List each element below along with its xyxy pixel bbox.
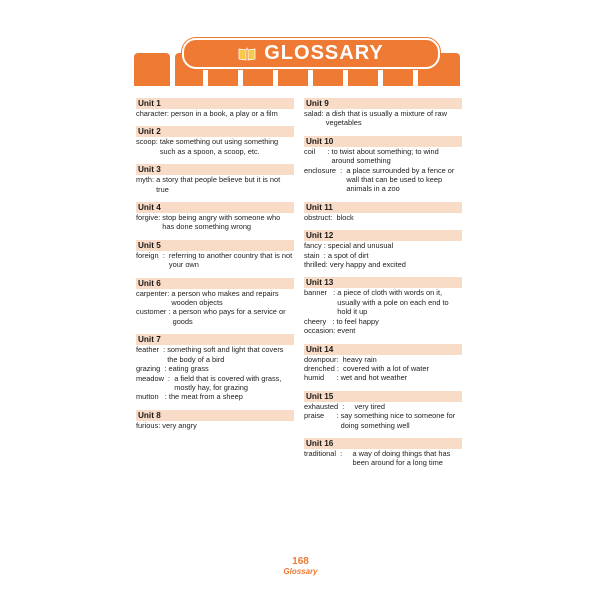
entry-term: meadow: [136, 373, 164, 383]
glossary-entry: [304, 288, 462, 316]
entry-term: myth: [136, 175, 153, 185]
entry-definition: say something nice to someone for doing something well: [340, 411, 456, 430]
header-tab: [134, 53, 170, 86]
page-number: 168: [292, 556, 309, 567]
entry-definition: to feel happy: [336, 316, 379, 326]
glossary-entry: [304, 260, 462, 269]
entry-separator: :: [155, 137, 160, 147]
footer-label: Glossary: [283, 567, 318, 576]
unit-heading: Unit 3: [136, 164, 294, 175]
entry-term: drenched: [304, 363, 335, 373]
entry-definition: something soft and light that covers the body of a bird: [167, 345, 284, 364]
unit-section: [136, 410, 294, 430]
entry-separator: :: [319, 250, 328, 260]
entry-separator: :: [324, 373, 341, 383]
entry-separator: :: [167, 288, 172, 298]
entry-definition: the meat from a sheep: [168, 392, 243, 402]
entry-separator: :: [166, 307, 173, 317]
entry-definition: a way of doing things that has been around for a long time: [352, 448, 451, 468]
glossary-entry: [136, 137, 294, 156]
unit-heading: Unit 8: [136, 410, 294, 421]
entry-definition: take something out using something such as a spoon, a scoop, etc.: [159, 137, 279, 156]
entry-separator: :: [334, 363, 344, 373]
glossary-entry: [304, 355, 462, 364]
unit-section: [304, 230, 462, 269]
glossary-entry: [304, 109, 462, 128]
entry-separator: :: [336, 354, 343, 364]
entry-separator: :: [327, 288, 338, 298]
entry-definition: a person who pays for a service or goods: [172, 307, 286, 326]
entry-separator: :: [158, 392, 169, 402]
unit-section: [136, 126, 294, 156]
unit-heading: Unit 5: [136, 240, 294, 251]
unit-section: [136, 278, 294, 327]
glossary-entry: [136, 392, 294, 401]
entry-definition: a story that people believe but it is not true: [156, 175, 281, 194]
entry-definition: a field that is covered with grass, mostly hay, for grazing: [174, 373, 282, 392]
unit-section: [304, 277, 462, 335]
entry-term: downpour: [304, 354, 337, 364]
entry-term: feather: [136, 345, 160, 355]
entry-definition: a piece of cloth with words on it, usually with a pole on each end to hold it up: [337, 288, 449, 317]
entry-term: thrilled: [304, 260, 326, 270]
entry-separator: :: [321, 109, 326, 118]
entry-definition: referring to another country that is not your own: [168, 250, 293, 270]
page-footer: [0, 556, 601, 576]
glossary-entry: [136, 307, 294, 326]
entry-term: exhausted: [304, 401, 339, 411]
entry-definition: very tired: [354, 401, 385, 411]
entry-term: salad: [304, 109, 322, 118]
unit-heading: Unit 10: [304, 136, 462, 147]
entry-separator: :: [338, 401, 355, 411]
entry-definition: heavy rain: [342, 354, 377, 364]
book-icon: [238, 47, 256, 61]
entry-term: grazing: [136, 364, 161, 374]
unit-section: [304, 344, 462, 383]
unit-heading: Unit 16: [304, 438, 462, 449]
entry-separator: :: [158, 213, 163, 223]
entry-definition: special and unusual: [327, 241, 394, 251]
unit-section: [304, 202, 462, 222]
entry-definition: a spot of dirt: [327, 250, 369, 260]
glossary-entry: [304, 251, 462, 260]
entry-definition: event: [337, 326, 356, 336]
glossary-column-right: [304, 98, 462, 476]
entry-term: coil: [304, 146, 316, 156]
entry-term: stain: [304, 250, 320, 260]
entry-definition: wet and hot weather: [340, 373, 408, 383]
entry-term: forgive: [136, 213, 159, 223]
glossary-entry: [304, 326, 462, 335]
entry-definition: person in a book, a play or a film: [170, 109, 278, 118]
page-title: GLOSSARY: [264, 42, 384, 64]
unit-section: [304, 136, 462, 194]
entry-separator: :: [321, 241, 328, 251]
glossary-entry: [304, 147, 462, 166]
unit-section: [136, 240, 294, 270]
glossary-entry: [136, 175, 294, 194]
entry-term: traditional: [304, 448, 337, 458]
unit-heading: Unit 11: [304, 202, 462, 213]
unit-section: [136, 202, 294, 232]
entry-separator: :: [158, 250, 169, 260]
unit-section: [304, 98, 462, 128]
unit-section: [136, 164, 294, 194]
entry-separator: :: [166, 109, 171, 118]
entry-term: praise: [304, 411, 325, 421]
glossary-entry: [304, 213, 462, 222]
entry-definition: eating grass: [168, 364, 209, 374]
entry-separator: :: [163, 373, 175, 383]
entry-term: fancy: [304, 241, 322, 251]
entry-definition: to twist about something; to wind around something: [331, 146, 439, 166]
glossary-entry: [304, 241, 462, 250]
unit-heading: Unit 4: [136, 202, 294, 213]
entry-separator: :: [152, 175, 157, 185]
unit-section: [304, 391, 462, 430]
entry-separator: :: [325, 260, 330, 270]
glossary-entry: [304, 373, 462, 382]
unit-heading: Unit 13: [304, 277, 462, 288]
entry-separator: :: [330, 212, 337, 222]
glossary-entry: [136, 213, 294, 232]
entry-separator: :: [326, 316, 337, 326]
entry-term: mutton: [136, 392, 159, 402]
entry-term: customer: [136, 307, 167, 317]
entry-separator: :: [158, 420, 163, 430]
entry-separator: :: [324, 411, 341, 421]
entry-separator: :: [336, 448, 353, 458]
entry-definition: stop being angry with someone who has done something wrong: [162, 213, 281, 232]
glossary-entry: [304, 166, 462, 194]
unit-heading: Unit 2: [136, 126, 294, 137]
entry-definition: a dish that is usually a mixture of raw vegetables: [325, 109, 447, 128]
title-banner: [182, 38, 440, 69]
glossary-header: [134, 38, 460, 88]
glossary-column-left: [136, 98, 294, 438]
entry-term: furious: [136, 420, 159, 430]
unit-heading: Unit 12: [304, 230, 462, 241]
entry-term: scoop: [136, 137, 156, 147]
unit-section: [304, 438, 462, 468]
entry-term: obstruct: [304, 212, 331, 222]
glossary-entry: [304, 317, 462, 326]
entry-term: enclosure: [304, 165, 337, 175]
entry-term: humid: [304, 373, 325, 383]
entry-separator: :: [315, 146, 332, 156]
glossary-entry: [136, 251, 294, 270]
entry-definition: very happy and excited: [329, 260, 406, 270]
unit-heading: Unit 9: [304, 98, 462, 109]
entry-term: occasion: [304, 326, 334, 336]
entry-definition: a person who makes and repairs wooden objects: [171, 288, 279, 308]
entry-term: cheery: [304, 316, 327, 326]
glossary-entry: [136, 374, 294, 393]
glossary-entry: [136, 109, 294, 118]
glossary-entry: [136, 364, 294, 373]
glossary-entry: [136, 421, 294, 430]
glossary-entry: [304, 411, 462, 430]
entry-separator: :: [333, 326, 338, 336]
glossary-entry: [136, 289, 294, 308]
entry-separator: :: [160, 364, 169, 374]
entry-term: foreign: [136, 250, 159, 260]
unit-heading: Unit 14: [304, 344, 462, 355]
entry-separator: :: [159, 345, 168, 355]
entry-definition: covered with a lot of water: [343, 363, 429, 373]
glossary-entry: [304, 402, 462, 411]
entry-definition: a place surrounded by a fence or wall that can be used to keep animals in a zoo: [346, 165, 455, 194]
glossary-entry: [136, 345, 294, 364]
entry-term: character: [136, 109, 167, 118]
entry-separator: :: [336, 165, 347, 175]
entry-term: carpenter: [136, 288, 168, 298]
glossary-entry: [304, 364, 462, 373]
entry-term: banner: [304, 288, 328, 298]
entry-definition: very angry: [162, 420, 197, 430]
unit-heading: Unit 15: [304, 391, 462, 402]
unit-heading: Unit 7: [136, 334, 294, 345]
glossary-entry: [304, 449, 462, 468]
unit-heading: Unit 1: [136, 98, 294, 109]
unit-section: [136, 334, 294, 401]
unit-heading: Unit 6: [136, 278, 294, 289]
unit-section: [136, 98, 294, 118]
entry-definition: block: [336, 212, 354, 222]
